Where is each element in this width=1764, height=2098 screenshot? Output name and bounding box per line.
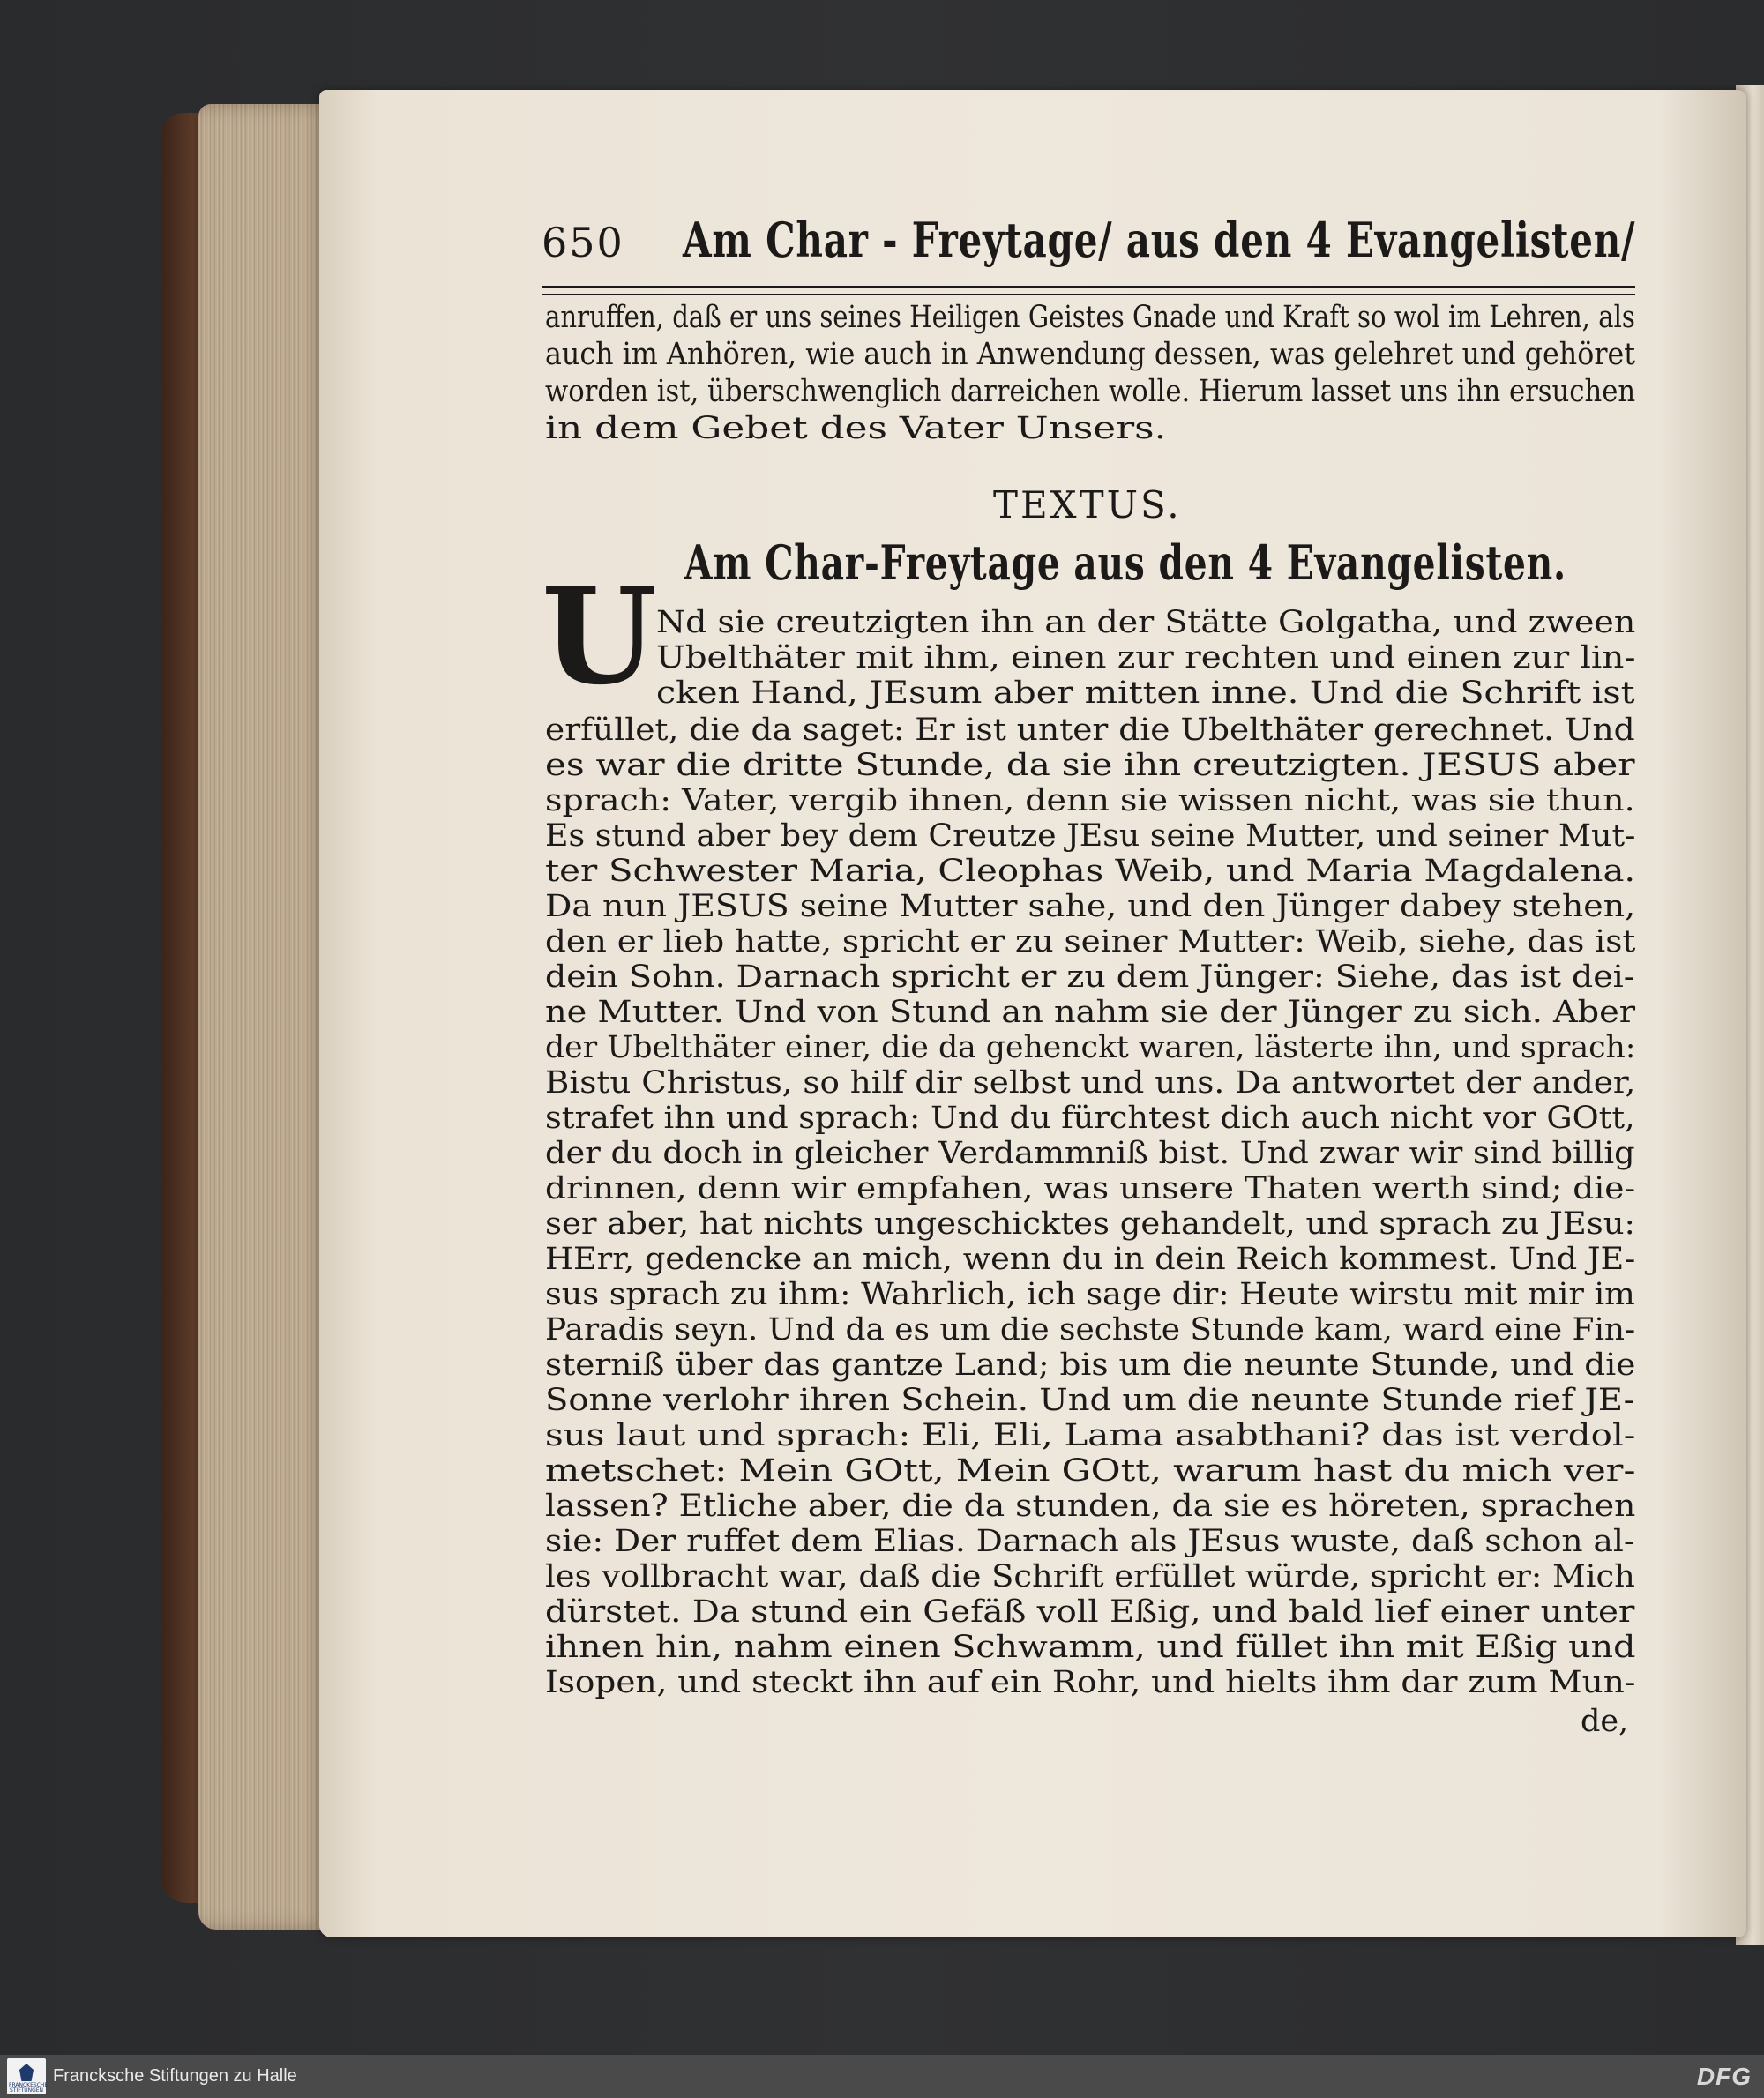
text-line: in dem Gebet des Vater Unsers. (545, 411, 1167, 446)
text-line: Sonne verlohr ihren Schein. Und um die neunte Stunde rief JE- (545, 1383, 1635, 1418)
text-line: Bistu Christus, so hilf dir selbst und uns. Da antwortet der ander, (545, 1065, 1636, 1101)
text-line: Ubelthäter mit ihm, einen zur rechten und einen zur lin- (656, 640, 1636, 676)
text-line: dein Sohn. Darnach spricht er zu dem Jünger: Siehe, das ist dei- (545, 959, 1635, 995)
text-line: Nd sie creutzigten ihn an der Stätte Golgatha, und zween (656, 605, 1636, 640)
text-line: dürstet. Da stund ein Gefäß voll Eßig, und bald lief einer unter (545, 1594, 1635, 1630)
page-stack-edge (198, 104, 331, 1930)
text-line: Isopen, und steckt ihn auf ein Rohr, und hielts ihm dar zum Mun- (545, 1665, 1636, 1700)
text-line: es war die dritte Stunde, da sie ihn creutzigten. JESUS aber (545, 748, 1635, 783)
institution-label[interactable]: Francksche Stiftungen zu Halle (53, 2066, 297, 2086)
text-line: les vollbracht war, daß die Schrift erfüllet würde, spricht er: Mich (545, 1559, 1635, 1594)
viewer-footer (0, 2055, 1764, 2098)
drop-cap: U (542, 559, 657, 714)
institution-logo[interactable] (7, 2058, 49, 2094)
text-line: ne Mutter. Und von Stund an nahm sie der Jünger zu sich. Aber (545, 995, 1636, 1030)
text-line: sus laut und sprach: Eli, Eli, Lama asabthani? das ist verdol- (545, 1418, 1636, 1453)
text-line: strafet ihn und sprach: Und du fürchtest dich auch nicht vor GOtt, (545, 1101, 1635, 1136)
dfg-logo[interactable]: DFG (1696, 2063, 1752, 2090)
head-rule (542, 286, 1635, 295)
running-head (542, 212, 1635, 282)
page-number: 650 (542, 219, 624, 266)
textus-heading: TEXTUS. (993, 483, 1182, 526)
text-line: sie: Der ruffet dem Elias. Darnach als JEsus wuste, daß schon al- (545, 1524, 1635, 1559)
text-line: den er lieb hatte, spricht er zu seiner Mutter: Weib, siehe, das ist (545, 924, 1636, 959)
text-line: auch im Anhören, wie auch in Anwendung dessen, was gelehret und gehöret (545, 337, 1636, 372)
institution-logo-icon (19, 2064, 34, 2081)
institution-logo-text: FRANCKESCHE STIFTUNGEN (9, 2082, 49, 2094)
running-head-title: Am Char - Freytage/ aus den 4 Evangelisten/ (683, 212, 1636, 268)
text-line: sterniß über das gantze Land; bis um die neunte Stunde, und die (545, 1348, 1636, 1383)
text-line: cken Hand, JEsum aber mitten inne. Und die Schrift ist (656, 676, 1635, 711)
text-line: lassen? Etliche aber, die da stunden, da sie es höreten, sprachen (545, 1489, 1636, 1524)
text-line: der Ubelthäter einer, die da gehenckt waren, lästerte ihn, und sprach: (545, 1030, 1636, 1065)
text-line: anruffen, daß er uns seines Heiligen Geistes Gnade und Kraft so wol im Lehren, als (545, 300, 1635, 335)
text-line: Es stund aber bey dem Creutze JEsu seine Mutter, und seiner Mut- (545, 818, 1636, 854)
text-line: ter Schwester Maria, Cleophas Weib, und Maria Magdalena. (545, 854, 1636, 889)
text-line: erfüllet, die da saget: Er ist unter die Ubelthäter gerechnet. Und (545, 713, 1635, 748)
text-line: sus sprach zu ihm: Wahrlich, ich sage dir: Heute wirstu mit mir im (545, 1277, 1635, 1312)
text-line: der du doch in gleicher Verdammniß bist. Und zwar wir sind billig (545, 1136, 1635, 1171)
text-line: HErr, gedencke an mich, wenn du in dein Reich kommest. Und JE- (545, 1242, 1636, 1277)
text-line: ihnen hin, nahm einen Schwamm, und füllet ihn mit Eßig und (545, 1630, 1636, 1665)
text-line: metschet: Mein GOtt, Mein GOtt, warum hast du mich ver- (545, 1453, 1636, 1489)
text-line: Paradis seyn. Und da es um die sechste Stunde kam, ward eine Fin- (545, 1312, 1636, 1348)
text-line: Da nun JESUS seine Mutter sahe, und den Jünger dabey stehen, (545, 889, 1636, 924)
text-line: worden ist, überschwenglich darreichen wolle. Hierum lasset uns ihn ersuchen (545, 374, 1636, 409)
section-title: Am Char-Freytage aus den 4 Evangelisten. (684, 534, 1566, 591)
text-line: ser aber, hat nichts ungeschicktes gehandelt, und sprach zu JEsu: (545, 1206, 1635, 1242)
text-line: drinnen, denn wir empfahen, was unsere Thaten werth sind; die- (545, 1171, 1636, 1206)
text-line: sprach: Vater, vergib ihnen, denn sie wissen nicht, was sie thun. (545, 783, 1635, 818)
catchword: de, (1581, 1704, 1629, 1739)
